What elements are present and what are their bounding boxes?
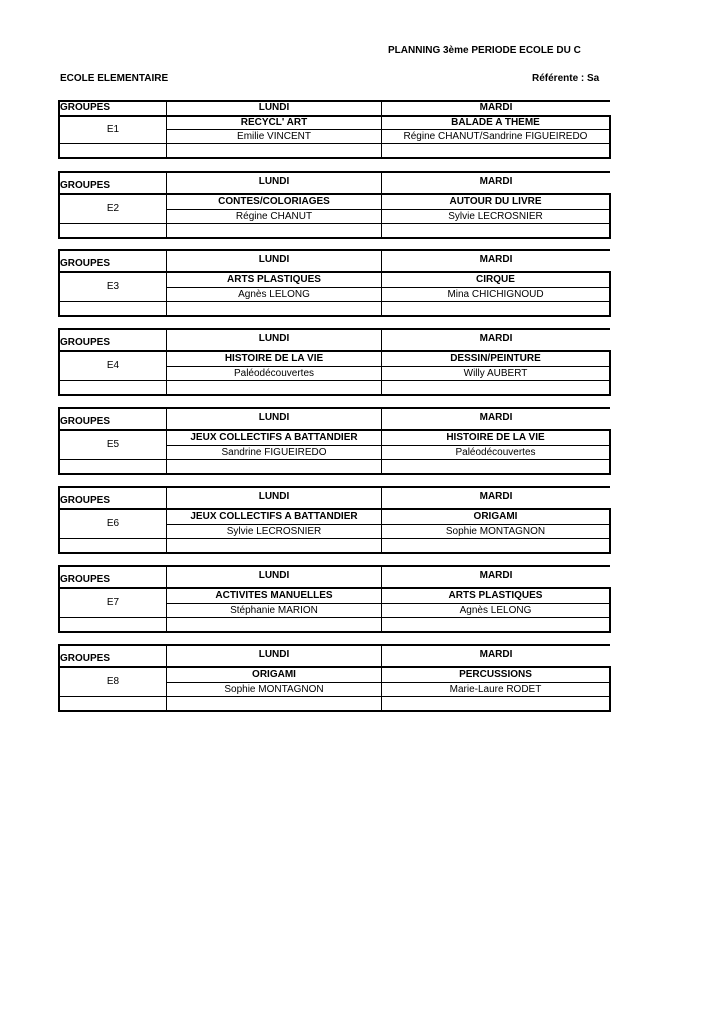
activity-lundi: ORIGAMI <box>252 669 296 680</box>
group-table <box>58 100 610 159</box>
person-lundi: Agnès LELONG <box>238 289 310 300</box>
day-header-lundi: LUNDI <box>258 649 290 660</box>
day-header-lundi: LUNDI <box>258 102 290 113</box>
group-table <box>58 486 610 554</box>
day-header-mardi: MARDI <box>479 254 513 265</box>
activity-mardi: HISTOIRE DE LA VIE <box>446 432 545 443</box>
table-rule <box>58 538 610 539</box>
table-rule <box>58 473 610 475</box>
group-table <box>58 565 610 633</box>
person-mardi: Sylvie LECROSNIER <box>448 211 543 222</box>
activity-mardi: PERCUSSIONS <box>459 669 532 680</box>
day-header-lundi: LUNDI <box>258 491 290 502</box>
person-lundi: Paléodécouvertes <box>233 368 315 379</box>
table-rule <box>58 394 610 396</box>
day-header-lundi: LUNDI <box>258 412 290 423</box>
group-id: E4 <box>106 360 120 371</box>
activity-lundi: CONTES/COLORIAGES <box>218 196 330 207</box>
day-header-mardi: MARDI <box>479 102 513 113</box>
activity-mardi: BALADE A THEME <box>451 117 540 128</box>
groupes-header: GROUPES <box>60 574 111 585</box>
table-rule <box>58 143 610 144</box>
groupes-header: GROUPES <box>60 180 111 191</box>
groupes-header: GROUPES <box>60 653 111 664</box>
group-id: E1 <box>106 124 120 135</box>
activity-lundi: JEUX COLLECTIFS A BATTANDIER <box>190 511 358 522</box>
table-rule <box>58 710 610 712</box>
table-rule <box>58 315 610 317</box>
activity-mardi: CIRQUE <box>476 274 515 285</box>
day-header-lundi: LUNDI <box>258 254 290 265</box>
day-header-mardi: MARDI <box>479 176 513 187</box>
person-lundi: Régine CHANUT <box>235 211 313 222</box>
group-table <box>58 644 610 712</box>
group-id: E3 <box>106 281 120 292</box>
day-header-mardi: MARDI <box>479 333 513 344</box>
table-rule <box>58 617 610 618</box>
table-rule <box>58 696 610 697</box>
table-border-right <box>609 193 611 239</box>
groupes-header: GROUPES <box>60 102 111 113</box>
activity-lundi: ACTIVITES MANUELLES <box>215 590 333 601</box>
activity-lundi: RECYCL' ART <box>240 117 308 128</box>
group-id: E5 <box>106 439 120 450</box>
groupes-header: GROUPES <box>60 258 111 269</box>
table-rule <box>58 237 610 239</box>
group-id: E6 <box>106 518 120 529</box>
referente-label: Référente : Sa <box>532 73 600 84</box>
table-border-right <box>609 587 611 633</box>
person-lundi: Sandrine FIGUEIREDO <box>221 447 327 458</box>
person-lundi: Sophie MONTAGNON <box>224 684 324 695</box>
table-border-right <box>609 429 611 475</box>
activity-lundi: JEUX COLLECTIFS A BATTANDIER <box>190 432 358 443</box>
table-rule <box>58 223 610 224</box>
table-rule <box>58 301 610 302</box>
activity-lundi: HISTOIRE DE LA VIE <box>224 353 324 364</box>
table-rule <box>58 631 610 633</box>
day-header-lundi: LUNDI <box>258 176 290 187</box>
table-border-right <box>609 508 611 554</box>
groupes-header: GROUPES <box>60 416 111 427</box>
activity-mardi: ARTS PLASTIQUES <box>448 590 543 601</box>
activity-mardi: DESSIN/PEINTURE <box>450 353 541 364</box>
day-header-lundi: LUNDI <box>258 570 290 581</box>
group-id: E2 <box>106 203 120 214</box>
table-rule <box>58 380 610 381</box>
group-table <box>58 328 610 396</box>
day-header-mardi: MARDI <box>479 570 513 581</box>
groupes-header: GROUPES <box>60 495 111 506</box>
day-header-lundi: LUNDI <box>258 333 290 344</box>
group-table <box>58 407 610 475</box>
person-mardi: Paléodécouvertes <box>455 447 536 458</box>
group-id: E7 <box>106 597 120 608</box>
person-mardi: Mina CHICHIGNOUD <box>447 289 544 300</box>
person-mardi: Sophie MONTAGNON <box>445 526 546 537</box>
person-lundi: Emilie VINCENT <box>237 131 311 142</box>
groupes-header: GROUPES <box>60 337 111 348</box>
page-title: PLANNING 3ème PERIODE ECOLE DU C <box>388 45 581 56</box>
table-rule <box>58 552 610 554</box>
person-mardi: Marie-Laure RODET <box>449 684 542 695</box>
person-lundi: Stéphanie MARION <box>230 605 318 616</box>
table-border-right <box>609 115 611 159</box>
day-header-mardi: MARDI <box>479 412 513 423</box>
activity-mardi: ORIGAMI <box>473 511 518 522</box>
table-border-right <box>609 666 611 712</box>
person-mardi: Régine CHANUT/Sandrine FIGUEIREDO <box>403 131 588 142</box>
day-header-mardi: MARDI <box>479 491 513 502</box>
group-table <box>58 171 610 239</box>
table-border-right <box>609 350 611 396</box>
person-mardi: Agnès LELONG <box>459 605 532 616</box>
group-table <box>58 249 610 317</box>
activity-mardi: AUTOUR DU LIVRE <box>449 196 542 207</box>
table-rule <box>58 459 610 460</box>
person-lundi: Sylvie LECROSNIER <box>226 526 322 537</box>
table-rule <box>58 157 610 159</box>
school-label: ECOLE ELEMENTAIRE <box>60 73 169 84</box>
activity-lundi: ARTS PLASTIQUES <box>227 274 321 285</box>
group-id: E8 <box>106 676 120 687</box>
table-border-right <box>609 271 611 317</box>
day-header-mardi: MARDI <box>479 649 513 660</box>
person-mardi: Willy AUBERT <box>463 368 528 379</box>
